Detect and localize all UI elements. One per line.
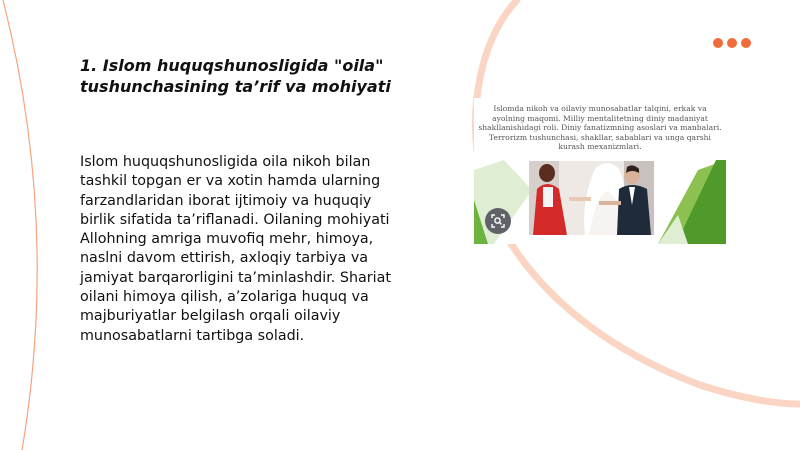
menu-dots <box>713 38 751 48</box>
slide-title: 1. Islom huquqshunosligida "oila" tushunchasining ta’rif va mohiyati <box>80 56 391 96</box>
wedding-photo <box>529 161 654 235</box>
embedded-picture <box>474 98 726 244</box>
image-search-icon[interactable] <box>485 208 511 234</box>
dot-icon <box>713 38 723 48</box>
picture-caption: Islomda nikoh va oilaviy munosabatlar talqini, erkak va ayolning maqomi. Milliy mentalitetning diniy madaniyat shakllanishidagi roli. Diniy fanatizmning asoslari va manbalari. Terrorizm tushunchasi, shakllar, sabablari va unga qarshi kurash mexanizmlari. <box>478 104 722 152</box>
dot-icon <box>727 38 737 48</box>
green-shape-right <box>658 160 726 244</box>
slide-body-text: Islom huquqshunosligida oila nikoh bilan tashkil topgan er va xotin hamda ularning farzandlaridan iborat ijtimoiy va huquqiy birlik sifatida ta’riflanadi. Oilaning mohiyati Allohning amriga muvofiq mehr, himoya, naslni davom ettirish, axloqiy tarbiya va jamiyat barqarorligini ta’minlashdir. Shariat oilani himoya qilish, a’zolariga huquq va majburiyatlar belgilash orqali oilaviy munosabatlarni tartibga soladi. <box>80 154 391 344</box>
left-edge-arc <box>3 0 37 450</box>
lens-icon <box>490 213 506 229</box>
dot-icon <box>741 38 751 48</box>
